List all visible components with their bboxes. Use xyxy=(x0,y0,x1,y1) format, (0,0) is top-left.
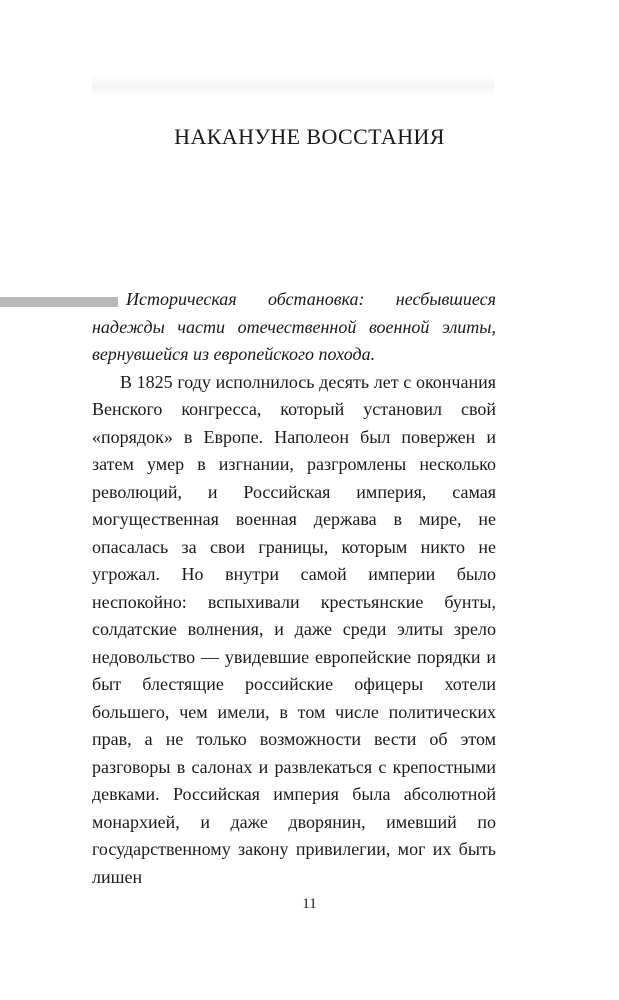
chapter-title: НАКАНУНЕ ВОССТАНИЯ xyxy=(174,124,445,149)
header-band xyxy=(92,74,494,96)
body-paragraph: В 1825 году исполнилось десять лет с окончания Венского конгресса, который установил свой «порядок» в Европе. Наполеон был повержен и затем умер в изгнании, разгромлены несколько революций, и Российская империя, самая могущественная военная держава в мире, не опасалась за свои границы, которым никто не угрожал. Но внутри самой империи было неспокойно: вспыхивали крестьянские бунты, солдатские волнения, и даже среди элиты зрело недовольство — увидевшие европейские порядки и быт блестящие российские офицеры хотели большего, чем имели, в том числе политических прав, а не только возможности вести об этом разговоры в салонах и развлекаться с крепостными девками. Российская империя была абсолютной монархией, и даже дворянин, имевший по государственному закону привилегии, мог их быть лишен xyxy=(92,371,496,887)
page-number: 11 xyxy=(302,896,317,912)
text-block xyxy=(92,286,496,891)
epigraph xyxy=(92,286,496,369)
epigraph-text: Историческая обстановка: несбывшиеся надежды части отечественной военной элиты, вернувшейся из европейского похода. xyxy=(92,289,496,364)
